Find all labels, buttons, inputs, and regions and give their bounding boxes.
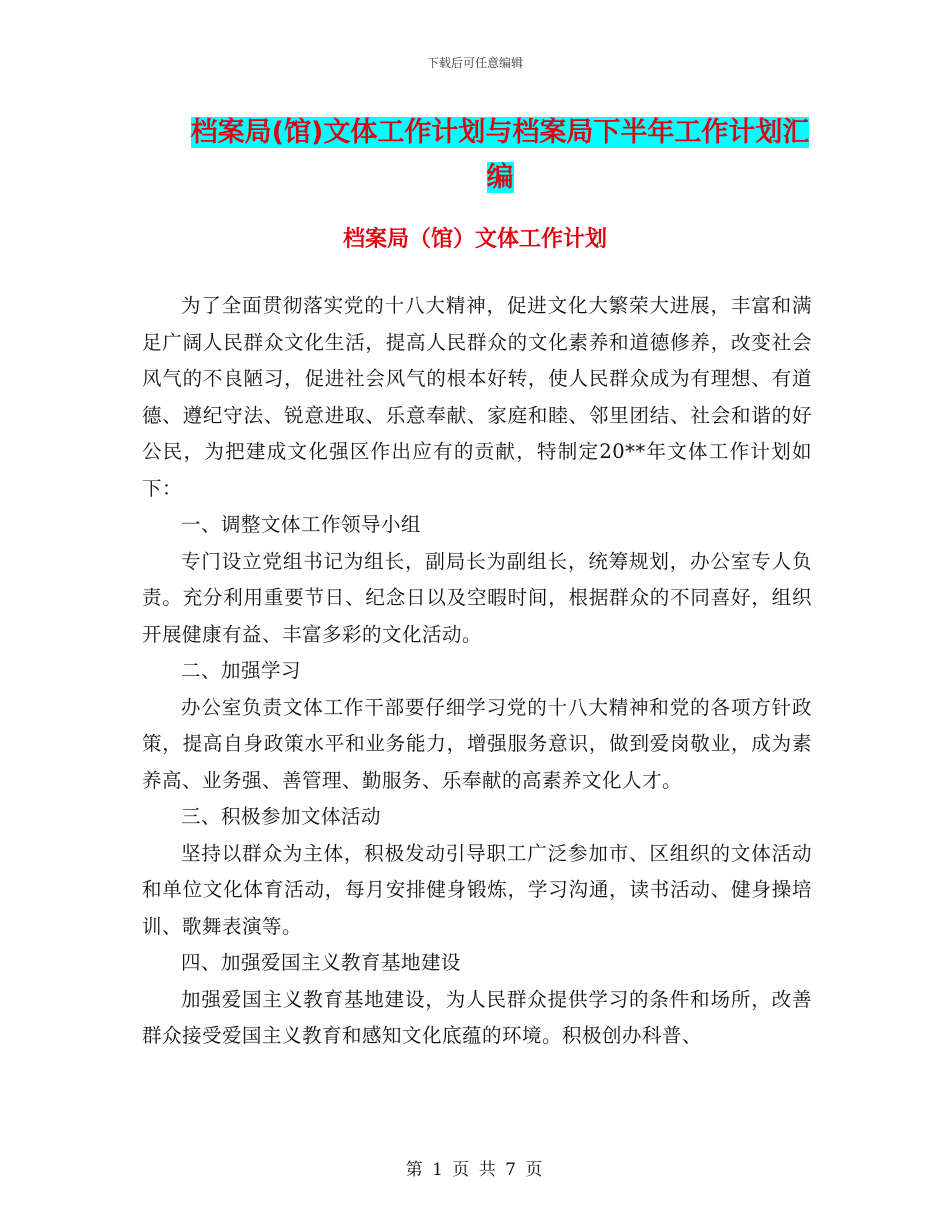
page-number: 第 1 页 共 7 页 — [405, 1160, 545, 1180]
paragraph-1: 专门设立党组书记为组长，副局长为副组长，统筹规划，办公室专人负责。充分利用重要节日、纪念日以及空暇时间，根据群众的不同喜好，组织开展健康有益、丰富多彩的文化活动。 — [142, 549, 812, 646]
paragraph-4: 加强爱国主义教育基地建设，为人民群众提供学习的条件和场所，改善群众接受爱国主义教育和感知文化底蕴的环境。积极创办科普、 — [142, 987, 812, 1047]
document-body — [142, 288, 812, 1055]
heading-1: 一、调整文体工作领导小组 — [181, 513, 422, 536]
section-title: 档案局（馆）文体工作计划 — [342, 227, 607, 252]
paragraph-2: 办公室负责文体工作干部要仔细学习党的十八大精神和党的各项方针政策，提高自身政策水平和业务能力，增强服务意识，做到爱岗敬业，成为素养高、业务强、善管理、勤服务、乐奉献的高素养文化人才。 — [142, 695, 812, 792]
header-note: 下载后可任意编辑 — [426, 56, 523, 70]
heading-3: 三、积极参加文体活动 — [181, 805, 382, 828]
document-title — [190, 110, 810, 200]
heading-4: 四、加强爱国主义教育基地建设 — [181, 951, 462, 974]
heading-2: 二、加强学习 — [181, 659, 302, 682]
paragraph-3: 坚持以群众为主体，积极发动引导职工广泛参加市、区组织的文体活动和单位文化体育活动，每月安排健身锻炼，学习沟通，读书活动、健身操培训、歌舞表演等。 — [142, 841, 812, 938]
document-title-text: 档案局(馆)文体工作计划与档案局下半年工作计划汇编 — [190, 117, 810, 193]
paragraph-intro: 为了全面贯彻落实党的十八大精神，促进文化大繁荣大进展，丰富和满足广阔人民群众文化生活，提高人民群众的文化素养和道德修养，改变社会风气的不良陋习，促进社会风气的根本好转，使人民群众成为有理想、有道德、遵纪守法、锐意进取、乐意奉献、家庭和睦、邻里团结、社会和谐的好公民，为把建成文化强区作出应有的贡献，特制定20**年文体工作计划如下： — [142, 294, 812, 500]
